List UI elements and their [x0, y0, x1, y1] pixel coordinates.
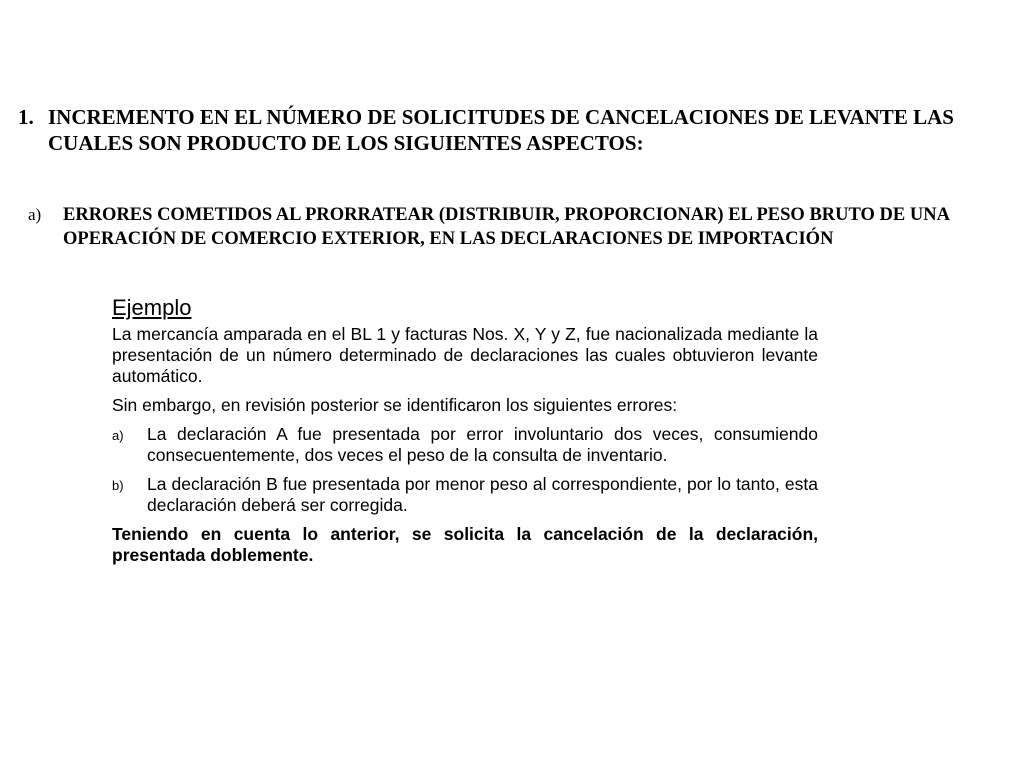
example-paragraph-2: Sin embargo, en revisión posterior se identificaron los siguientes errores:: [112, 395, 678, 415]
example-block: [112, 294, 818, 574]
section-number: 1.: [18, 105, 34, 129]
subsection-text: ERRORES COMETIDOS AL PRORRATEAR (DISTRIBUIR, PROPORCIONAR) EL PESO BRUTO DE UNA OPERACIÓN DE COMERCIO EXTERIOR, EN LAS DECLARACIONES DE IMPORTACIÓN: [63, 205, 949, 249]
example-paragraph-1: La mercancía amparada en el BL 1 y facturas Nos. X, Y y Z, fue nacionalizada mediante la presentación de un número determinado de declaraciones las cuales obtuvieron levante automático.: [112, 324, 818, 386]
error-list-text-a: La declaración A fue presentada por error involuntario dos veces, consumiendo consecuentemente, dos veces el peso de la consulta de inventario.: [147, 424, 818, 465]
error-list-item-b: [112, 474, 818, 516]
subsection-marker: a): [28, 205, 42, 224]
error-list-item-a: [112, 424, 818, 466]
section-heading: [18, 104, 1008, 156]
subsection-item: [28, 203, 1003, 251]
conclusion-paragraph: Teniendo en cuenta lo anterior, se solicita la cancelación de la declaración, presentada doblemente.: [112, 524, 818, 565]
example-title: Ejemplo: [112, 295, 192, 320]
section-heading-text: INCREMENTO EN EL NÚMERO DE SOLICITUDES DE CANCELACIONES DE LEVANTE LAS CUALES SON PRODUCTO DE LOS SIGUIENTES ASPECTOS:: [48, 105, 954, 155]
error-list-text-b: La declaración B fue presentada por menor peso al correspondiente, por lo tanto, esta declaración deberá ser corregida.: [147, 474, 818, 515]
error-list-marker-b: b): [112, 478, 124, 493]
error-list-marker-a: a): [112, 428, 124, 443]
